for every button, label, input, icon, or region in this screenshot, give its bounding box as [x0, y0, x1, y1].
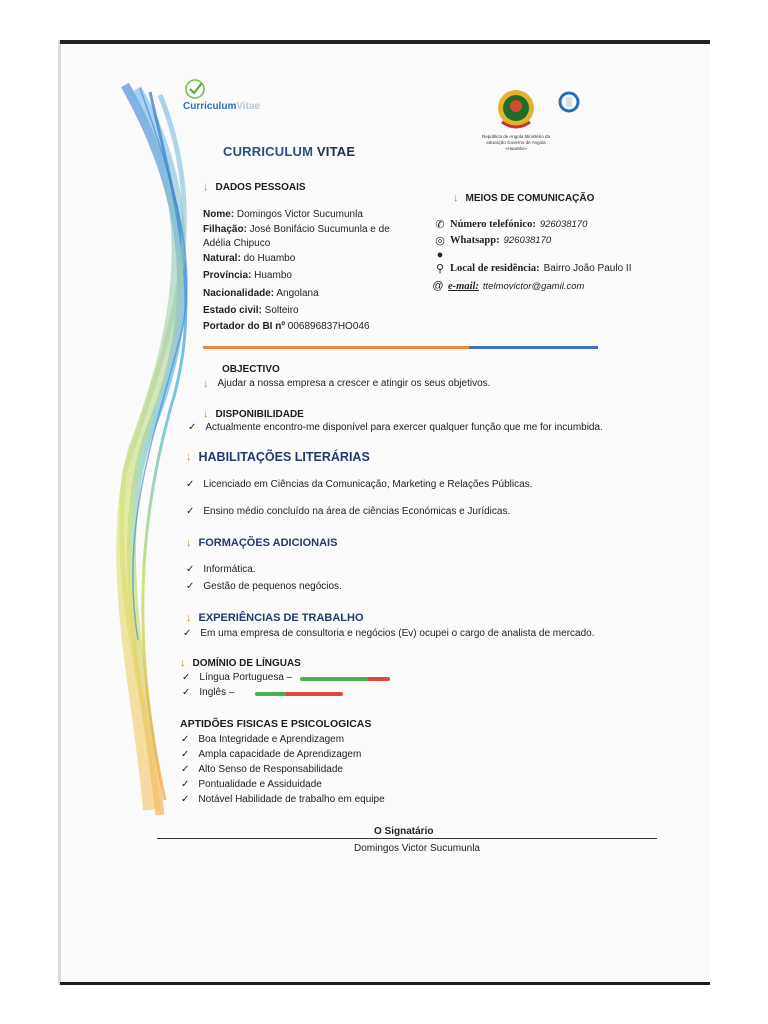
arrow-down-icon: ↓	[186, 537, 192, 549]
checkmark-icon: ✓	[186, 581, 195, 592]
checkmark-icon: ✓	[186, 479, 195, 490]
checkmark-icon: ✓	[186, 506, 195, 517]
round-badge-icon	[558, 91, 580, 113]
skill-text: Pontualidade e Assiduidade	[198, 779, 322, 790]
skill-text: Boa Integridade e Aprendizagem	[198, 734, 345, 745]
natural-label: Natural:	[203, 253, 241, 264]
list-item	[186, 479, 532, 490]
arrow-down-icon: ↓	[203, 408, 209, 420]
list-item	[183, 628, 595, 639]
social-icon: ●	[436, 249, 444, 261]
extra-icon-line	[434, 249, 446, 261]
filiation-label: Filhação:	[203, 224, 247, 235]
objective-text: Ajudar a nossa empresa a crescer e atingir os seus objetivos.	[217, 378, 491, 389]
checkmark-icon: ✓	[181, 764, 190, 775]
checkmark-icon: ✓	[181, 779, 190, 790]
email-line	[432, 280, 584, 292]
checkmark-icon: ✓	[181, 734, 190, 745]
language-label: Inglês –	[199, 687, 235, 698]
residence-label: Local de residência:	[450, 263, 540, 274]
phone-label: Número telefónico:	[450, 219, 536, 230]
filiation-line	[203, 224, 390, 235]
languages-heading	[180, 657, 301, 669]
phone-icon: ✆	[435, 219, 445, 231]
language-label: Língua Portuguesa –	[199, 672, 293, 683]
name-label: Nome:	[203, 209, 235, 220]
personal-data-heading	[203, 181, 306, 193]
province-label: Província:	[203, 270, 252, 281]
availability-text: Actualmente encontro-me disponível para exercer qualquer função que me for incumbida.	[205, 422, 603, 433]
experience-heading	[186, 612, 364, 624]
phone-value: 926038170	[539, 219, 588, 230]
filiation-value: José Bonifácio Sucumunla e de	[246, 224, 390, 235]
list-item	[186, 581, 342, 592]
checkmark-icon: ✓	[182, 687, 191, 698]
at-sign-icon: @	[432, 280, 444, 292]
education-item-text: Ensino médio concluído na área de ciências Económicas e Jurídicas.	[203, 506, 511, 517]
page-title	[223, 144, 355, 159]
skill-text: Notável Habilidade de trabalho em equipe	[198, 794, 385, 805]
title-part-a: CURRICULUM	[223, 144, 317, 159]
section-divider	[203, 346, 598, 349]
training-item-text: Gestão de pequenos negócios.	[203, 581, 342, 592]
signature-name: Domingos Victor Sucumunla	[354, 843, 480, 854]
languages-heading-text: DOMÍNIO DE LÍNGUAS	[192, 657, 301, 669]
email-value: ttelmovictor@gamil.com	[482, 280, 585, 292]
list-item	[181, 749, 361, 760]
experience-item-text: Em uma empresa de consultoria e negócios (Ev) ocupei o cargo de analista de mercado.	[200, 628, 595, 639]
training-item-text: Informática.	[203, 564, 256, 575]
training-heading-text: FORMAÇÕES ADICIONAIS	[198, 537, 338, 549]
civil-status-value: Solteiro	[261, 305, 299, 316]
education-heading-text: HABILITAÇÕES LITERÁRIAS	[198, 450, 370, 464]
title-part-b: VITAE	[316, 144, 356, 159]
location-pin-icon: ⚲	[435, 263, 445, 275]
arrow-down-icon: ↓	[186, 451, 192, 463]
whatsapp-line	[434, 234, 551, 247]
name-line	[203, 209, 363, 220]
availability-heading	[203, 408, 304, 420]
checkmark-icon: ✓	[181, 749, 190, 760]
name-value: Domingos Victor Sucumunla	[234, 209, 363, 220]
arrow-down-icon: ↓	[180, 657, 186, 669]
arrow-down-icon: ↓	[203, 181, 209, 193]
list-item	[181, 779, 322, 790]
civil-status-line	[203, 305, 299, 316]
whatsapp-value: 926038170	[503, 235, 552, 246]
language-item-english	[182, 687, 234, 698]
list-item	[186, 506, 510, 517]
contacts-heading	[453, 192, 594, 204]
skill-text: Alto Senso de Responsabilidade	[198, 764, 343, 775]
signature-title: O Signatário	[374, 826, 434, 837]
angola-emblem-icon	[494, 86, 538, 132]
skills-heading: APTIDÕES FISICAS E PSICOLOGICAS	[180, 718, 372, 730]
emblem-caption: República de Angola Ministério da educação Governo de Angola «Huambo»	[481, 134, 551, 151]
training-heading	[186, 537, 337, 549]
skill-text: Ampla capacidade de Aprendizagem	[198, 749, 362, 760]
list-item	[181, 764, 343, 775]
arrow-down-icon: ↓	[203, 378, 209, 390]
email-label: e-mail:	[448, 280, 479, 292]
checkmark-icon: ✓	[183, 628, 192, 639]
checkmark-icon: ✓	[188, 422, 197, 433]
education-item-text: Licenciado em Ciências da Comunicação, Marketing e Relações Públicas.	[203, 479, 533, 490]
list-item	[181, 734, 344, 745]
availability-heading-text: DISPONIBILIDADE	[215, 408, 304, 420]
objective-item	[203, 378, 490, 390]
list-item	[186, 564, 256, 575]
brand-logo-text	[183, 101, 260, 112]
id-line	[203, 321, 370, 332]
arrow-down-icon: ↓	[186, 612, 192, 624]
nationality-line	[203, 288, 319, 299]
divider-blue	[469, 346, 598, 349]
experience-heading-text: EXPERIÊNCIAS DE TRABALHO	[198, 612, 364, 624]
id-label: Portador do BI nº	[203, 321, 285, 332]
brand-part-b: Vitae	[236, 101, 261, 112]
check-logo-icon	[184, 78, 208, 100]
availability-item	[188, 422, 603, 433]
whatsapp-icon: ◎	[435, 235, 445, 247]
personal-data-heading-text: DADOS PESSOAIS	[215, 181, 306, 193]
signature-line	[157, 838, 657, 839]
id-value: 006896837HO046	[284, 321, 370, 332]
education-heading	[186, 450, 370, 464]
brand-part-a: Curriculum	[183, 101, 237, 112]
language-level-bar	[300, 677, 390, 681]
residence-value: Bairro João Paulo II	[543, 263, 632, 274]
whatsapp-label: Whatsapp:	[450, 235, 500, 246]
province-line	[203, 270, 292, 281]
contacts-heading-text: MEIOS DE COMUNICAÇÃO	[465, 192, 595, 204]
arrow-down-icon: ↓	[453, 192, 459, 204]
residence-line	[434, 262, 631, 275]
language-item-portuguese	[182, 672, 292, 683]
list-item	[181, 794, 385, 805]
checkmark-icon: ✓	[182, 672, 191, 683]
nationality-label: Nacionalidade:	[203, 288, 275, 299]
checkmark-icon: ✓	[186, 564, 195, 575]
phone-line	[434, 218, 587, 231]
natural-line	[203, 253, 295, 264]
civil-status-label: Estado civil:	[203, 305, 262, 316]
province-value: Huambo	[251, 270, 292, 281]
language-level-bar	[255, 692, 343, 696]
objective-heading: OBJECTIVO	[222, 364, 280, 375]
nationality-value: Angolana	[274, 288, 319, 299]
natural-value: do Huambo	[240, 253, 296, 264]
divider-orange	[203, 346, 469, 349]
filiation-line-2: Adélia Chipuco	[203, 238, 271, 249]
checkmark-icon: ✓	[181, 794, 190, 805]
